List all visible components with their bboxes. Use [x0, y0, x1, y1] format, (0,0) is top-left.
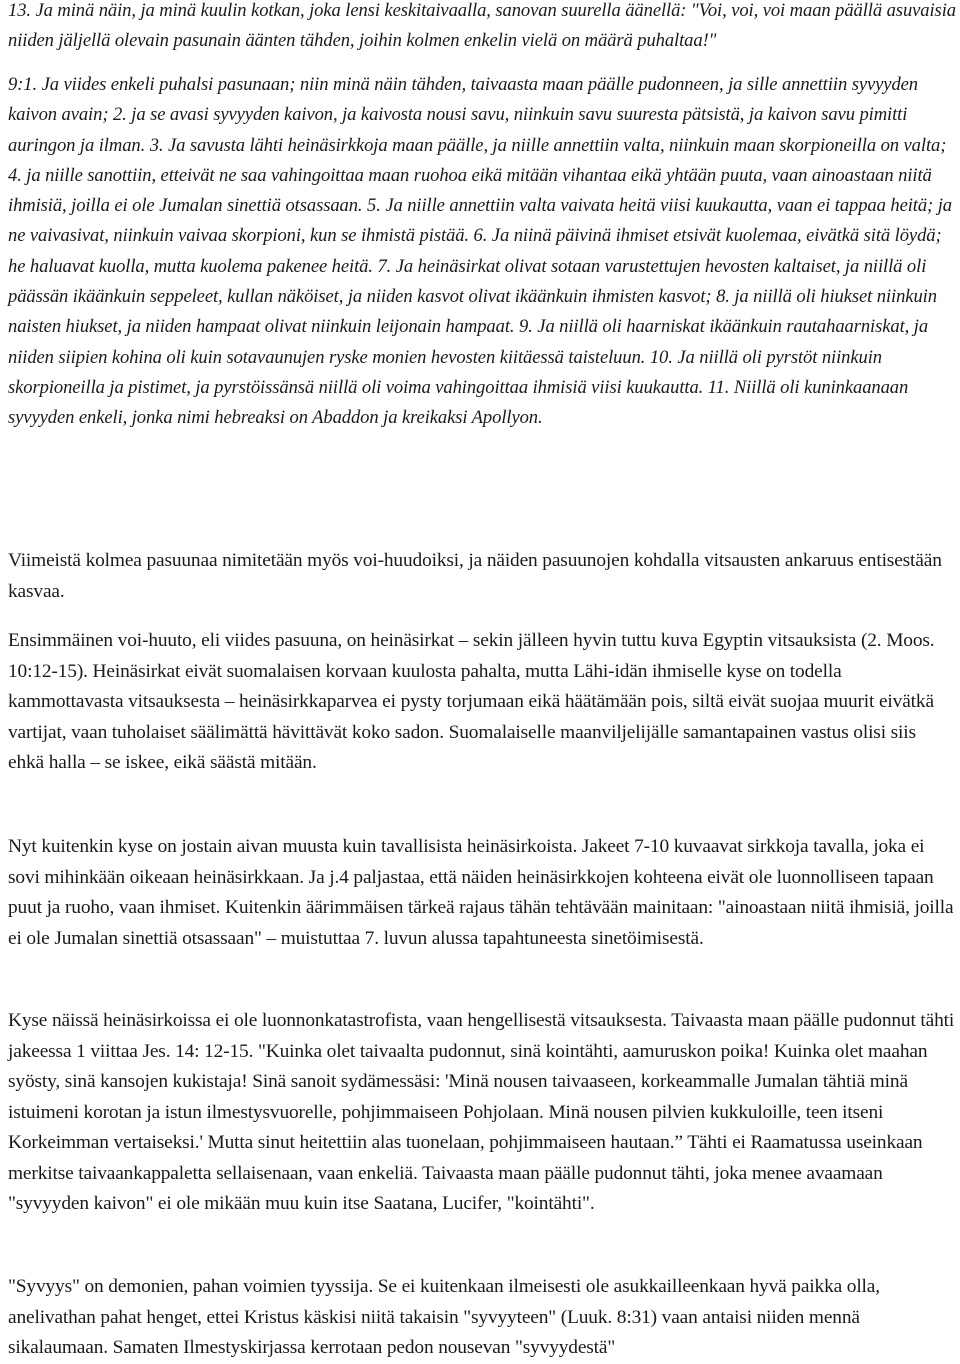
commentary-paragraph-4: Kyse näissä heinäsirkoissa ei ole luonnonkatastrofista, vaan hengellisestä vitsauksesta. Taivaasta maan päälle pudonnut tähti jakeessa 1 viittaa Jes. 14: 12-15. "Kuinka olet taivaalta pudonnut, sinä kointähti, aamuruskon poika! Kuinka olet maahan syösty, sinä kansojen kukistaja! Sinä sanoit sydämessäsi: 'Minä nousen taivaaseen, korkeammalle Jumalan tähtiä minä istuimeni korotan ja istun ilmestysvuorelle, pohjimmaiseen Pohjolaan. Minä nousen pilvien kukkuloille, teen itseni Korkeimman vertaiseksi.' Mutta sinut heitettiin alas tuonelaan, pohjimmaiseen hautaan.” Tähti ei Raamatussa useinkaan merkitse taivaankappaletta sellaisenaan, vaan enkeliä. Taivaasta maan päälle pudonnut tähti, joka menee avaamaan "syvyyden kaivon" ei ole mikään muu kuin itse Saatana, Lucifer, "kointähti".	[8, 1010, 955, 1214]
commentary-paragraph-1: Viimeistä kolmea pasuunaa nimitetään myös voi-huudoiksi, ja näiden pasuunojen kohdalla vitsausten ankaruus entisestään kasvaa.	[8, 550, 942, 602]
commentary-paragraph-3: Nyt kuitenkin kyse on jostain aivan muusta kuin tavallisista heinäsirkoista. Jakeet 7-10 kuvaavat sirkkoja tavalla, joka ei sovi mihinkään oikeaan heinäsirkkaan. Ja j.4 paljastaa, että näiden heinäsirkkojen kohteena eivät ole luonnolliseen tapaan puut ja ruoho, vaan ihmiset. Kuitenkin äärimmäisen tärkeä rajaus tähän tehtävään mainitaan: "ainoastaan niitä ihmisiä, joilla ei ole Jumalan sinettiä otsassaan" – muistuttaa 7. luvun alussa tapahtuneesta sinetöimisestä.	[8, 836, 954, 949]
scripture-chapter-9: 9:1. Ja viides enkeli puhalsi pasunaan; niin minä näin tähden, taivaasta maan päälle pudonneen, ja sille annettiin syvyyden kaivon avain; 2. ja se avasi syvyyden kaivon, ja kaivosta nousi savu, niinkuin savu suuresta pätsistä, ja kaivon savu pimitti auringon ja ilman. 3. Ja savusta lähti heinäsirkkoja maan päälle, ja niille annettiin valta, niinkuin maan skorpioneilla on valta; 4. ja niille sanottiin, etteivät ne saa vahingoittaa maan ruohoa eikä mitään vihantaa eikä yhtään puuta, vaan ainoastaan niitä ihmisiä, joilla ei ole Jumalan sinettiä otsassaan. 5. Ja niille annettiin valta vaivata heitä viisi kuukautta, vaan ei tappaa heitä; ja ne vaivasivat, niinkuin vaivaa skorpioni, kun se ihmistä pistää. 6. Ja niinä päivinä ihmiset etsivät kuolemaa, eivätkä sitä löydä; he haluavat kuolla, mutta kuolema pakenee heitä. 7. Ja heinäsirkat olivat sotaan varustettujen hevosten kaltaiset, ja niillä oli päässän ikäänkuin seppeleet, kullan näköiset, ja niiden kasvot olivat ikäänkuin ihmisten kasvot; 8. ja niillä oli hiukset niinkuin naisten hiukset, ja niiden hampaat olivat niinkuin leijonain hampaat. 9. Ja niillä oli haarniskat ikäänkuin rautahaarniskat, ja niiden siipien kohina oli kuin sotavaunujen ryske monien hevosten kiitäessä taisteluun. 10. Ja niillä oli pyrstöt niinkuin skorpioneilla ja pistimet, ja pyrstöissänsä niillä oli voima vahingoittaa ihmisiä viisi kuukautta. 11. Niillä oli kuninkaanaan syvyyden enkeli, jonka nimi hebreaksi on Abaddon ja kreikaksi Apollyon.	[8, 74, 952, 429]
scripture-verse-13: 13. Ja minä näin, ja minä kuulin kotkan, joka lensi keskitaivaalla, sanovan suurella äänellä: "Voi, voi, voi maan päällä asuvaisia niiden jäljellä olevain pasunain äänten tähden, joihin kolmen enkelin vielä on määrä puhaltaa!"	[8, 0, 956, 52]
commentary-paragraph-2: Ensimmäinen voi-huuto, eli viides pasuuna, on heinäsirkat – sekin jälleen hyvin tuttu kuva Egyptin vitsauksista (2. Moos. 10:12-15). Heinäsirkat eivät suomalaisen korvaan kuulosta pahalta, mutta Lähi-idän ihmiselle kyse on todella kammottavasta vitsauksesta – heinäsirkkaparvea ei pysty torjumaan eikä häätämään pois, siltä eivät suojaa muurit eivätkä vartijat, vaan tuholaiset säälimättä hävittävät koko sadon. Suomalaiselle maanviljelijälle samantapainen vastus olisi siis ehkä halla – se iskee, eikä säästä mitään.	[8, 630, 935, 773]
commentary-paragraph-5: "Syvyys" on demonien, pahan voimien tyyssija. Se ei kuitenkaan ilmeisesti ole asukkailleenkaan hyvä paikka olla, anelivathan pahat henget, ettei Kristus käskisi niitä takaisin "syvyyteen" (Luuk. 8:31) vaan antaisi niiden mennä sikalaumaan. Samaten Ilmestyskirjassa kerrotaan pedon nousevan "syvyydestä"	[8, 1276, 880, 1358]
